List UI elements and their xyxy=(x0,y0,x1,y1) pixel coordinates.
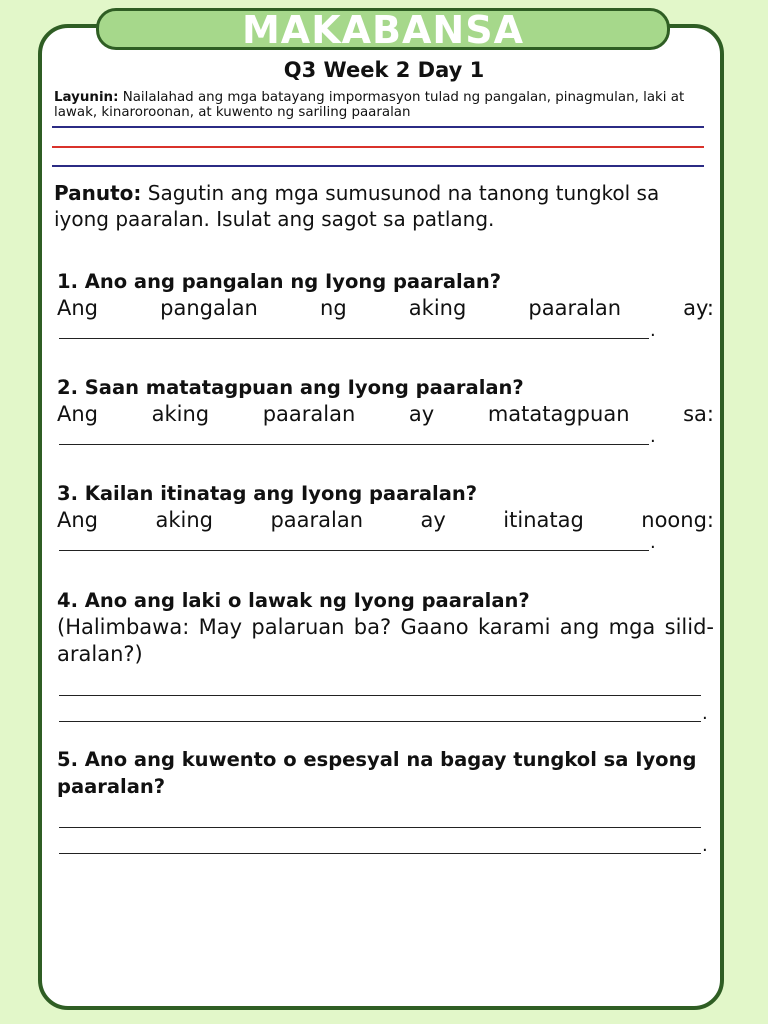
question-4 xyxy=(57,587,714,726)
question-5 xyxy=(57,746,714,858)
instructions-text: Sagutin ang mga sumusunod na tanong tungkol sa iyong paaralan. Isulat ang sagot sa patlang. xyxy=(54,181,660,231)
answer-blank[interactable] xyxy=(57,427,714,449)
answer-blank[interactable] xyxy=(57,668,714,700)
objective-label: Layunin: xyxy=(54,90,119,105)
question-title: 4. Ano ang laki o lawak ng Iyong paaralan? xyxy=(57,589,530,612)
answer-blank[interactable] xyxy=(57,800,714,832)
answer-blank[interactable] xyxy=(57,321,714,343)
answer-blank[interactable] xyxy=(57,533,714,555)
answer-period: . xyxy=(702,835,708,856)
objective-text: Nailalahad ang mga batayang impormasyon tulad ng pangalan, pinagmulan, laki at lawak, kinaroroonan, at kuwento ng sariling paaralan xyxy=(54,90,685,120)
divider-line-blue-top xyxy=(52,126,704,128)
answer-underline xyxy=(59,695,701,696)
answer-underline xyxy=(59,550,649,551)
worksheet-subtitle: Q3 Week 2 Day 1 xyxy=(283,58,485,82)
question-3 xyxy=(57,480,714,555)
worksheet-title: MAKABANSA xyxy=(241,8,525,52)
answer-underline xyxy=(59,827,701,828)
question-title: 1. Ano ang pangalan ng Iyong paaralan? xyxy=(57,270,502,293)
objective xyxy=(54,90,714,120)
divider-line-blue-bottom xyxy=(52,165,704,167)
divider-line-red xyxy=(52,146,704,148)
answer-underline xyxy=(59,721,701,722)
answer-period: . xyxy=(650,320,656,341)
question-title: 5. Ano ang kuwento o espesyal na bagay tungkol sa Iyong paaralan? xyxy=(57,748,697,798)
question-title: 3. Kailan itinatag ang Iyong paaralan? xyxy=(57,482,478,505)
instructions xyxy=(54,180,714,232)
question-prompt: Ang pangalan ng aking paaralan ay: xyxy=(57,296,714,320)
question-prompt: Ang aking paaralan ay matatagpuan sa: xyxy=(57,402,714,426)
title-banner xyxy=(96,8,670,50)
answer-underline xyxy=(59,444,649,445)
answer-underline xyxy=(59,853,701,854)
answer-blank[interactable] xyxy=(57,832,714,858)
question-prompt: Ang aking paaralan ay itinatag noong: xyxy=(57,508,714,532)
question-1 xyxy=(57,268,714,343)
answer-blank[interactable] xyxy=(57,700,714,726)
answer-period: . xyxy=(650,532,656,553)
answer-underline xyxy=(59,338,649,339)
question-2 xyxy=(57,374,714,449)
question-note: (Halimbawa: May palaruan ba? Gaano karami ang mga silid-aralan?) xyxy=(57,615,714,666)
question-title: 2. Saan matatagpuan ang Iyong paaralan? xyxy=(57,376,524,399)
answer-period: . xyxy=(650,426,656,447)
instructions-label: Panuto: xyxy=(54,181,142,205)
answer-period: . xyxy=(702,703,708,724)
